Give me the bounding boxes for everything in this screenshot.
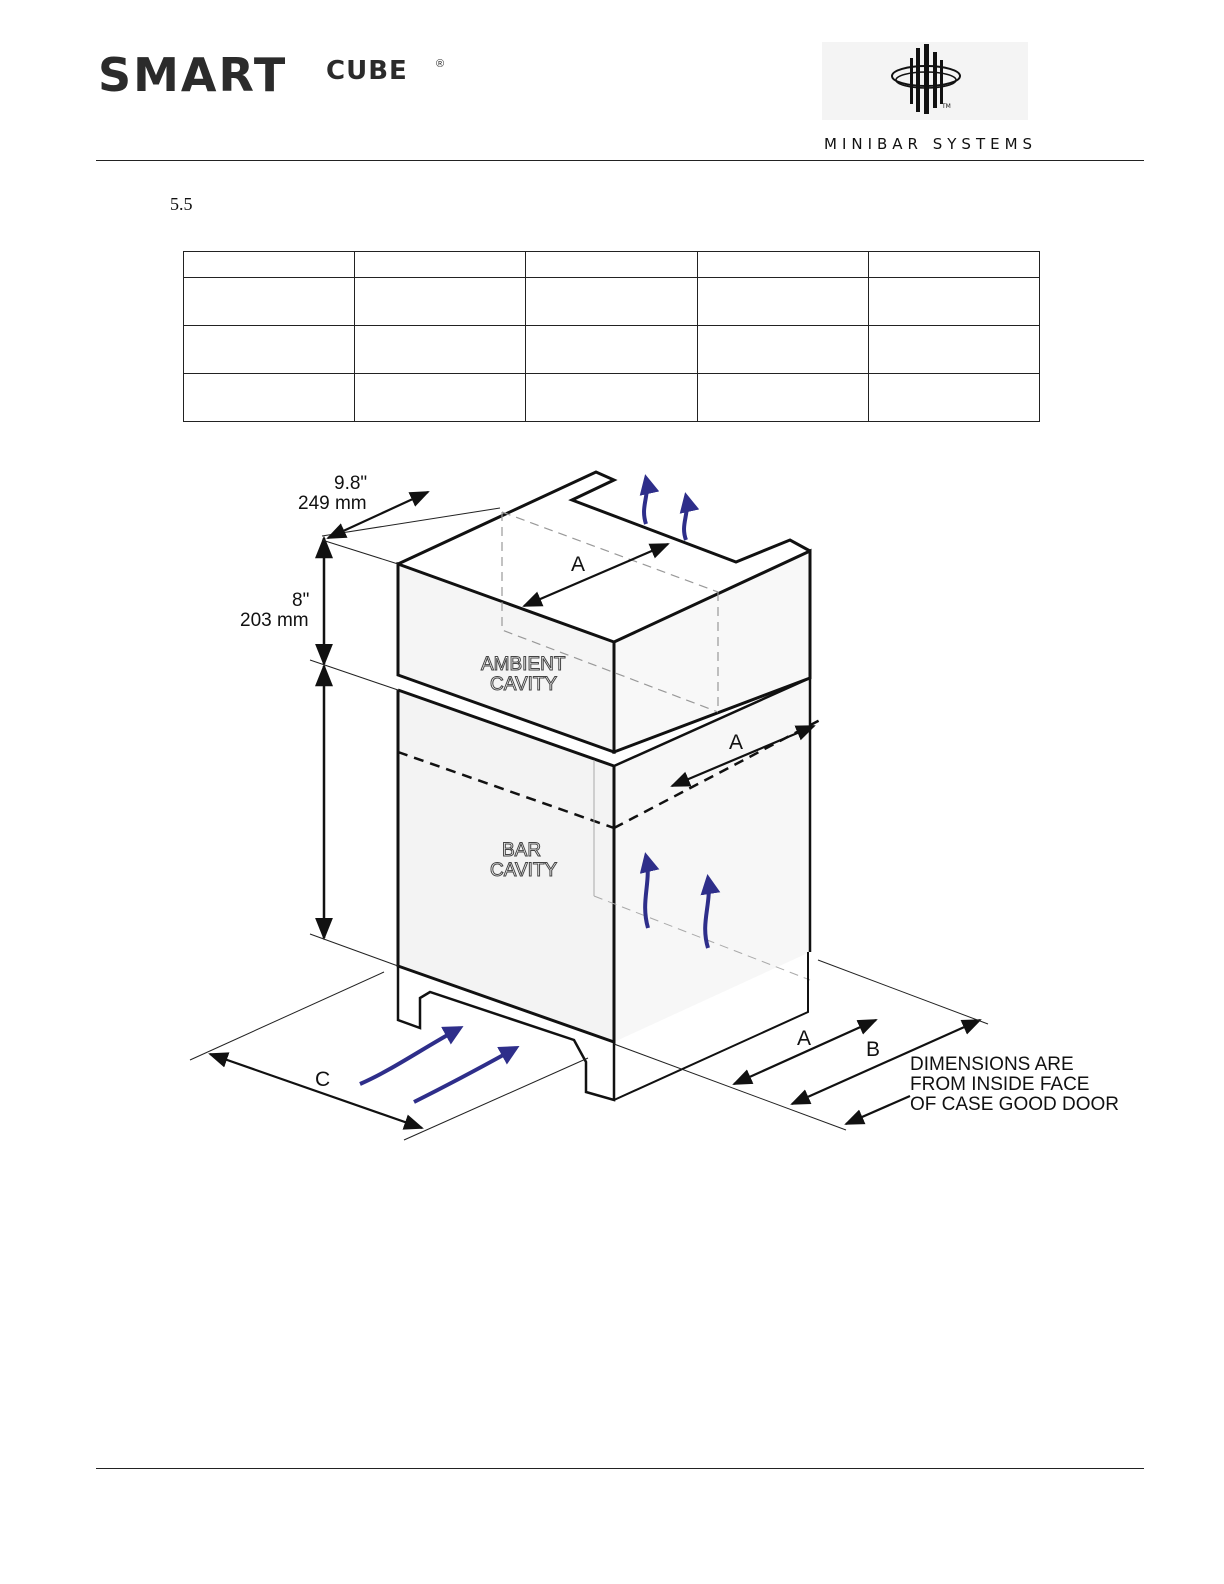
table-cell: [868, 374, 1039, 422]
table-header-cell: [697, 252, 868, 278]
airflow-up-icon: [684, 496, 687, 540]
airflow-in-icon: [360, 1028, 460, 1084]
table-cell: [868, 326, 1039, 374]
bar-label: BAR: [502, 840, 542, 861]
table-cell: [355, 374, 526, 422]
table-cell: [697, 278, 868, 326]
ambient-label: CAVITY: [490, 674, 558, 695]
table-row: [184, 374, 1040, 422]
table-cell: [868, 278, 1039, 326]
dimension-a-label: A: [729, 731, 744, 754]
footer-rule: [96, 1468, 1144, 1469]
table-header-cell: [526, 252, 697, 278]
note-text: DIMENSIONS ARE: [910, 1054, 1074, 1075]
table-header-row: [184, 252, 1040, 278]
brand-text: MINIBAR SYSTEMS: [824, 135, 1038, 153]
minibar-systems-logo: [822, 42, 1028, 120]
table-cell: [526, 278, 697, 326]
table-cell: [355, 326, 526, 374]
smartcube-logo-smart: SMART: [98, 48, 288, 102]
header-rule: [96, 160, 1144, 161]
cabinet-diagram: [180, 460, 1150, 1160]
depth-mm-label: 249 mm: [298, 493, 367, 514]
registered-mark: ®: [436, 58, 445, 70]
note-text: FROM INSIDE FACE: [910, 1074, 1090, 1095]
dimension-c-label: C: [315, 1068, 331, 1091]
table-cell: [526, 374, 697, 422]
table-row: [184, 278, 1040, 326]
table-cell: [697, 326, 868, 374]
table-row: [184, 326, 1040, 374]
ambient-label: AMBIENT: [481, 654, 566, 675]
dimension-a-label: A: [797, 1027, 812, 1050]
note-text: OF CASE GOOD DOOR: [910, 1094, 1120, 1115]
dimension-a-label: A: [571, 553, 586, 576]
minibar-emblem-icon: [822, 42, 1028, 120]
height-in-label: 8": [292, 590, 310, 611]
smartcube-logo-cube: CUBE: [326, 56, 408, 86]
section-number: 5.5: [170, 194, 193, 214]
table-cell: [184, 326, 355, 374]
depth-in-label: 9.8": [334, 473, 368, 494]
bar-label: CAVITY: [490, 860, 558, 881]
svg-text:TM: TM: [942, 103, 951, 110]
table-header-cell: [355, 252, 526, 278]
table-header-cell: [184, 252, 355, 278]
airflow-up-icon: [644, 478, 647, 524]
height-mm-label: 203 mm: [240, 610, 309, 631]
table-cell: [697, 374, 868, 422]
dimension-b-label: B: [866, 1038, 881, 1061]
spec-table: [183, 251, 1040, 422]
table-cell: [526, 326, 697, 374]
table-cell: [184, 278, 355, 326]
airflow-up-icon: [645, 856, 648, 928]
airflow-in-icon: [414, 1048, 516, 1102]
table-cell: [184, 374, 355, 422]
table-cell: [355, 278, 526, 326]
table-header-cell: [868, 252, 1039, 278]
